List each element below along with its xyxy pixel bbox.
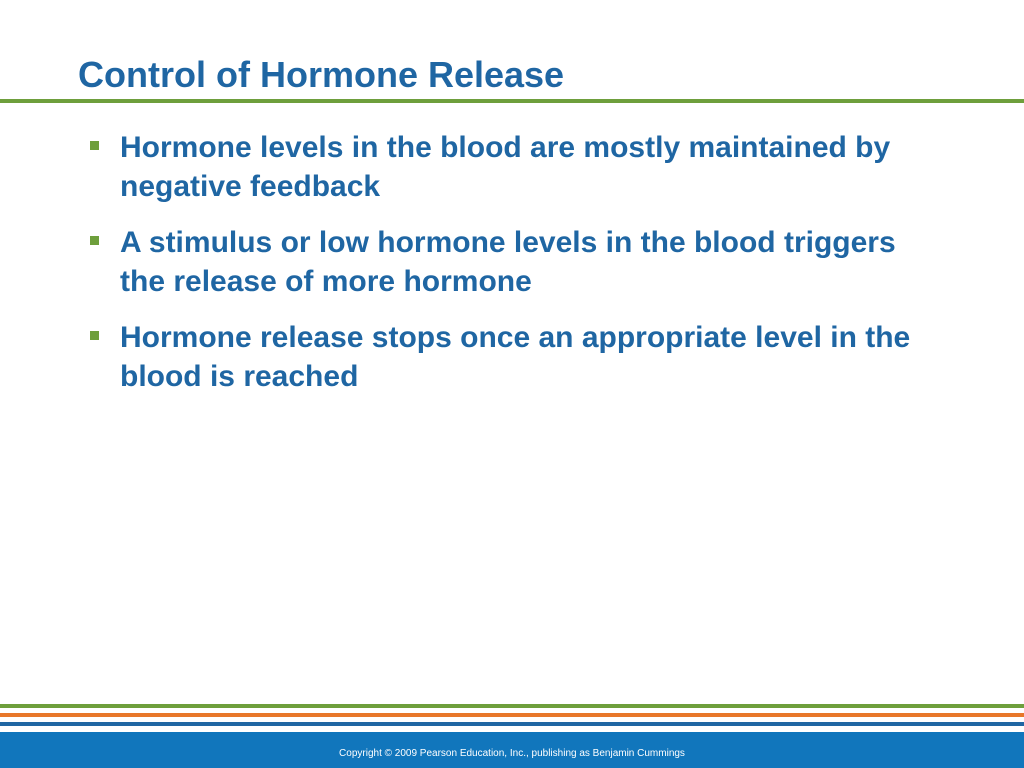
bullet-item	[88, 128, 948, 206]
bullet-text: A stimulus or low hormone levels in the blood triggers the release of more hormone	[120, 226, 896, 298]
title-divider	[0, 99, 1024, 103]
bullet-item	[88, 318, 948, 396]
bullet-list	[88, 128, 948, 413]
bullet-item	[88, 223, 948, 301]
bullet-text: Hormone release stops once an appropriate level in the blood is reached	[120, 321, 911, 393]
slide-title: Control of Hormone Release	[78, 54, 565, 95]
footer-stripe-blue	[0, 722, 1024, 726]
copyright-text: Copyright © 2009 Pearson Education, Inc., publishing as Benjamin Cummings	[339, 748, 685, 759]
bullet-text: Hormone levels in the blood are mostly maintained by negative feedback	[120, 131, 891, 203]
footer-stripe-orange	[0, 713, 1024, 717]
footer-stripe-green	[0, 704, 1024, 708]
square-bullet-icon	[90, 331, 99, 340]
square-bullet-icon	[90, 236, 99, 245]
square-bullet-icon	[90, 141, 99, 150]
